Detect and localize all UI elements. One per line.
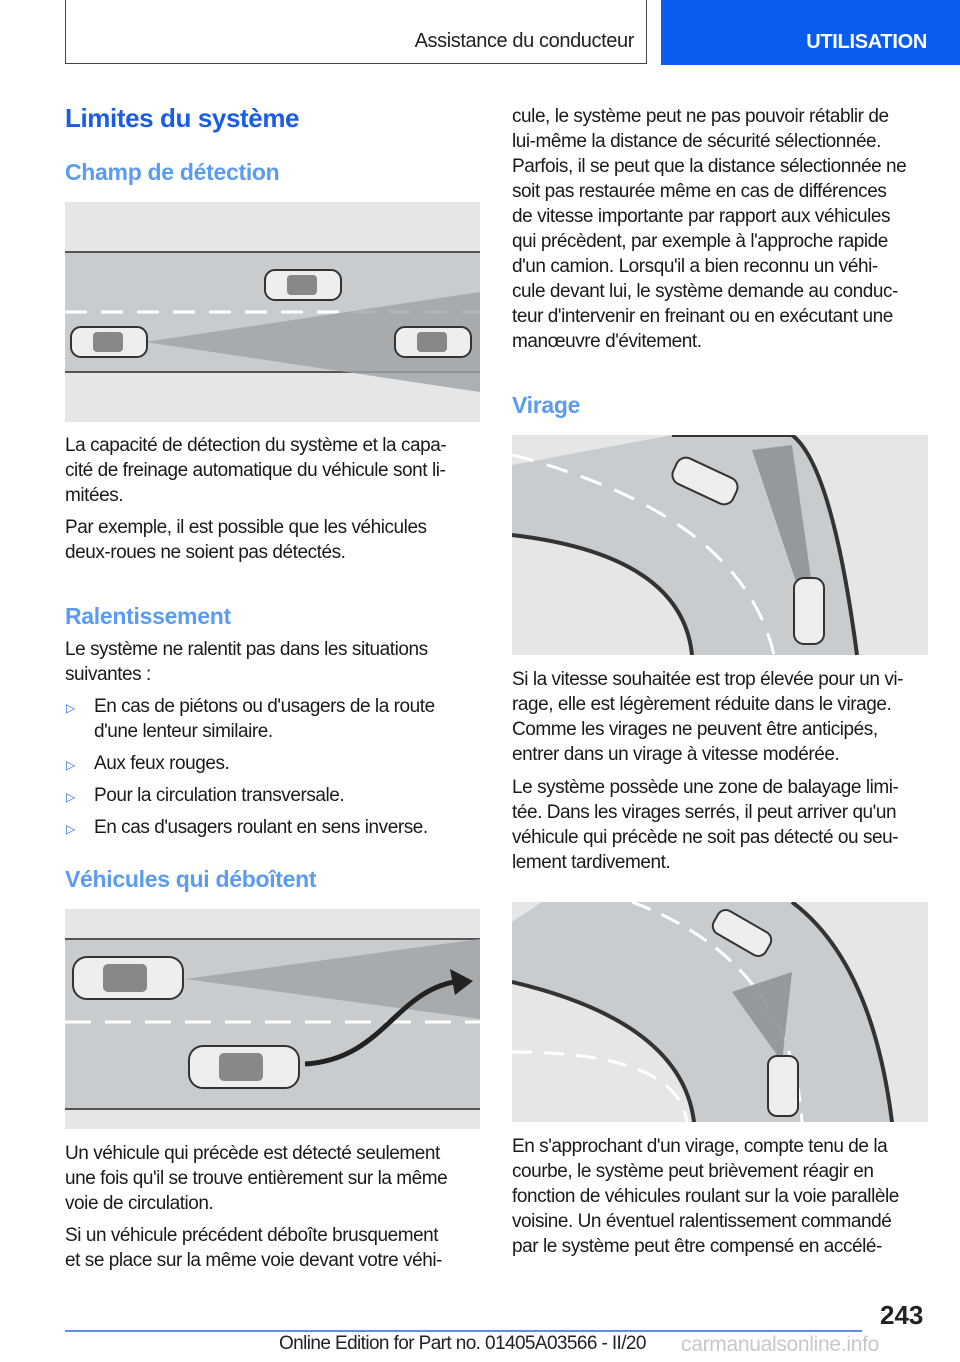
header-section-box bbox=[65, 0, 647, 64]
footer-divider bbox=[65, 1330, 862, 1332]
bullet-marker-icon: ▷ bbox=[66, 701, 76, 715]
heading-virage: Virage bbox=[512, 392, 581, 418]
page-number: 243 bbox=[880, 1300, 924, 1330]
page-title: Limites du système bbox=[65, 103, 300, 133]
curve-illustration bbox=[512, 435, 928, 655]
paragraph: Si un véhicule précédent déboîte brusquement et se place sur la même voie devant votre véhi- bbox=[65, 1225, 442, 1271]
paragraph: La capacité de détection du système et la capa- cité de freinage automatique du véhicule sont li- mitées. bbox=[65, 435, 447, 506]
bullet-item: En cas d'usagers roulant en sens inverse. bbox=[94, 817, 428, 838]
bullet-item: En cas de piétons ou d'usagers de la route d'une lenteur similaire. bbox=[94, 696, 435, 742]
header-chapter-label: UTILISATION bbox=[806, 31, 927, 53]
car-icon bbox=[71, 327, 147, 357]
bullet-marker-icon: ▷ bbox=[66, 758, 76, 772]
paragraph: cule, le système peut ne pas pouvoir rétablir de lui-même la distance de sécurité sélectionnée. Parfois, il se peut que la distance sélectionnée ne soit pas restaurée même en cas de différences de vitesse importante par rapport aux véhicules qui précèdent, par exemple à l'approche rapide d'un camion. Lorsqu'il a bien reconnu un véhi- cule devant lui, le système demande au conduc- teur d'intervenir en freinant ou en exécutant une manœuvre d'évitement. bbox=[512, 106, 907, 352]
bullet-marker-icon: ▷ bbox=[66, 790, 76, 804]
heading-vehicules-deboitent: Véhicules qui déboîtent bbox=[65, 866, 317, 892]
heading-ralentissement: Ralentissement bbox=[65, 603, 231, 629]
curve-adjacent-lane-illustration bbox=[512, 902, 928, 1122]
paragraph: En s'approchant d'un virage, compte tenu de la courbe, le système peut brièvement réagir en fonction de véhicules roulant sur la voie parallèle voisine. Un éventuel ralentissement commandé par le système peut être compensé en accélé- bbox=[512, 1136, 899, 1257]
bullet-marker-icon: ▷ bbox=[66, 822, 76, 836]
car-icon bbox=[768, 1056, 798, 1116]
bullet-item: Pour la circulation transversale. bbox=[94, 785, 345, 806]
header-chapter-tab[interactable] bbox=[661, 0, 960, 65]
heading-detection: Champ de détection bbox=[65, 159, 280, 185]
paragraph: Le système ne ralentit pas dans les situations suivantes : bbox=[65, 639, 428, 685]
cut-in-illustration bbox=[65, 909, 480, 1129]
car-icon bbox=[395, 327, 471, 357]
car-icon bbox=[189, 1046, 299, 1088]
footer-edition: Online Edition for Part no. 01405A03566 - II/20 bbox=[279, 1333, 646, 1354]
header-section-title: Assistance du conducteur bbox=[414, 30, 634, 52]
paragraph: Par exemple, il est possible que les véhicules deux-roues ne soient pas détectés. bbox=[65, 517, 427, 563]
car-icon bbox=[794, 578, 824, 644]
paragraph: Le système possède une zone de balayage limi- tée. Dans les virages serrés, il peut arriver qu'un véhicule qui précède ne soit pas détecté ou seu- lement tardivement. bbox=[512, 777, 899, 873]
detection-field-illustration bbox=[65, 202, 480, 422]
car-icon bbox=[73, 957, 183, 999]
bullet-item: Aux feux rouges. bbox=[94, 753, 230, 774]
car-icon bbox=[265, 270, 341, 300]
paragraph: Un véhicule qui précède est détecté seulement une fois qu'il se trouve entièrement sur la même voie de circulation. bbox=[65, 1143, 448, 1214]
footer-watermark: carmanualsonline.info bbox=[681, 1333, 879, 1356]
paragraph: Si la vitesse souhaitée est trop élevée pour un vi- rage, elle est légèrement réduite dans le virage. Comme les virages ne peuvent être anticipés, entrer dans un virage à vitesse modérée. bbox=[512, 669, 904, 765]
